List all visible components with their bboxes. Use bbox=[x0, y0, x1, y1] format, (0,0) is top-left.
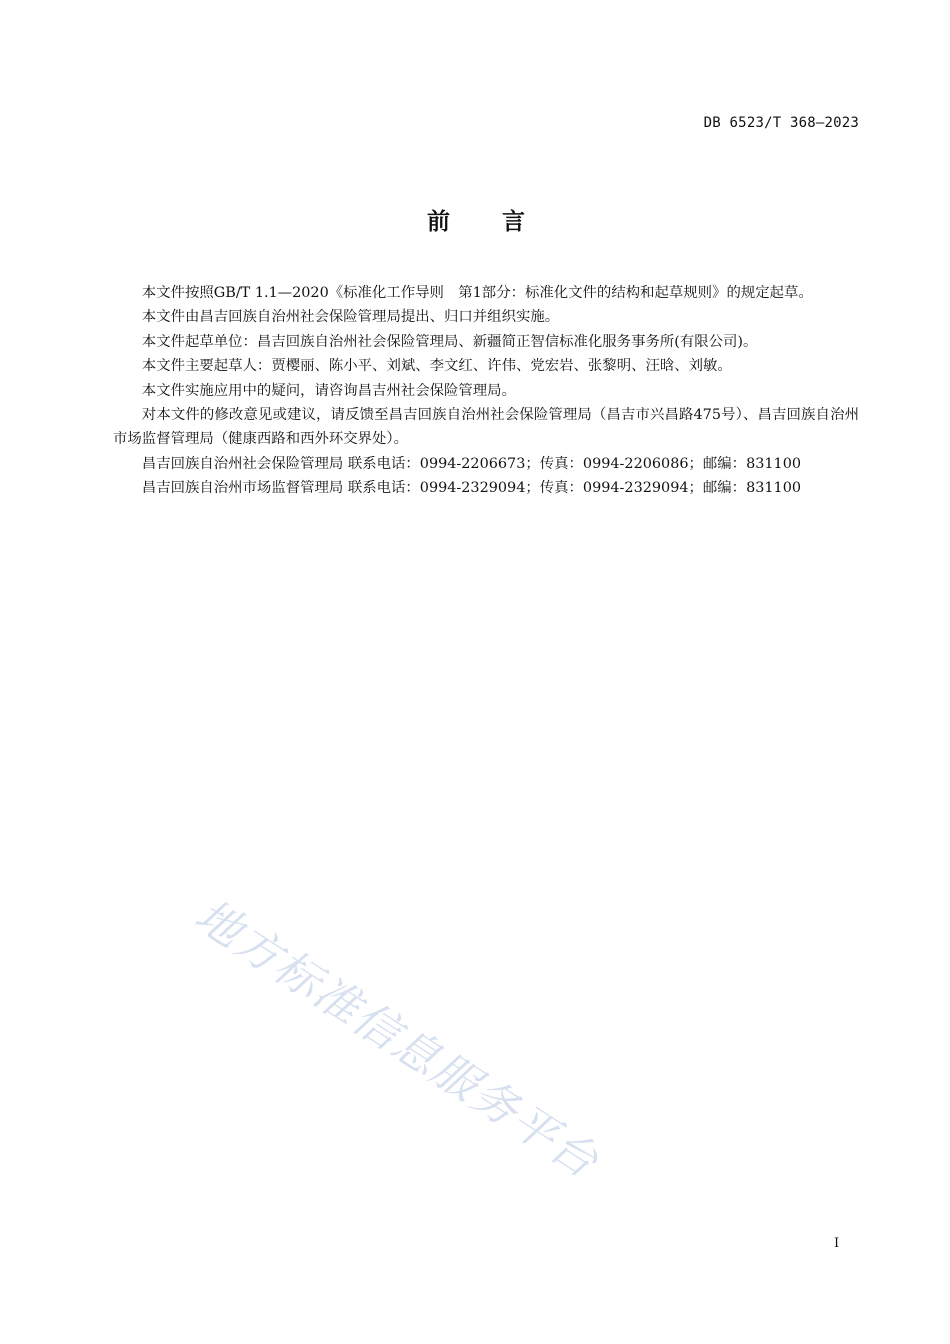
page-number: I bbox=[834, 1236, 840, 1251]
document-code: DB 6523/T 368—2023 bbox=[703, 115, 859, 131]
paragraph-proposer: 本文件由昌吉回族自治州社会保险管理局提出、归口并组织实施。 bbox=[141, 309, 560, 326]
paragraph-drafters: 本文件主要起草人：贾樱丽、陈小平、刘斌、李文红、许伟、党宏岩、张黎明、汪晗、刘敏。 bbox=[141, 358, 732, 375]
watermark: 地方标准信息服务平台 bbox=[185, 888, 609, 1189]
paragraph-drafting-rules: 本文件按照GB/T 1.1—2020《标准化工作导则 第1部分：标准化文件的结构和起草规则》的规定起草。 bbox=[141, 285, 813, 301]
section-title: 前言 bbox=[427, 209, 577, 235]
paragraph-feedback: 对本文件的修改意见或建议，请反馈至昌吉回族自治州社会保险管理局（昌吉市兴昌路475号）、昌吉回族自治州市场监督管理局（健康西路和西外环交界处）。 bbox=[113, 407, 859, 448]
contact-social-insurance-bureau: 昌吉回族自治州社会保险管理局 联系电话：0994-2206673；传真：0994-2206086；邮编：831100 bbox=[141, 455, 802, 472]
contact-market-supervision-bureau: 昌吉回族自治州市场监督管理局 联系电话：0994-2329094；传真：0994-2329094；邮编：831100 bbox=[141, 480, 802, 497]
paragraph-drafting-units: 本文件起草单位：昌吉回族自治州社会保险管理局、新疆简正智信标准化服务事务所(有限公司)。 bbox=[141, 333, 758, 350]
paragraph-inquiries: 本文件实施应用中的疑问，请咨询昌吉州社会保险管理局。 bbox=[141, 382, 516, 399]
foreword-body bbox=[113, 281, 859, 501]
